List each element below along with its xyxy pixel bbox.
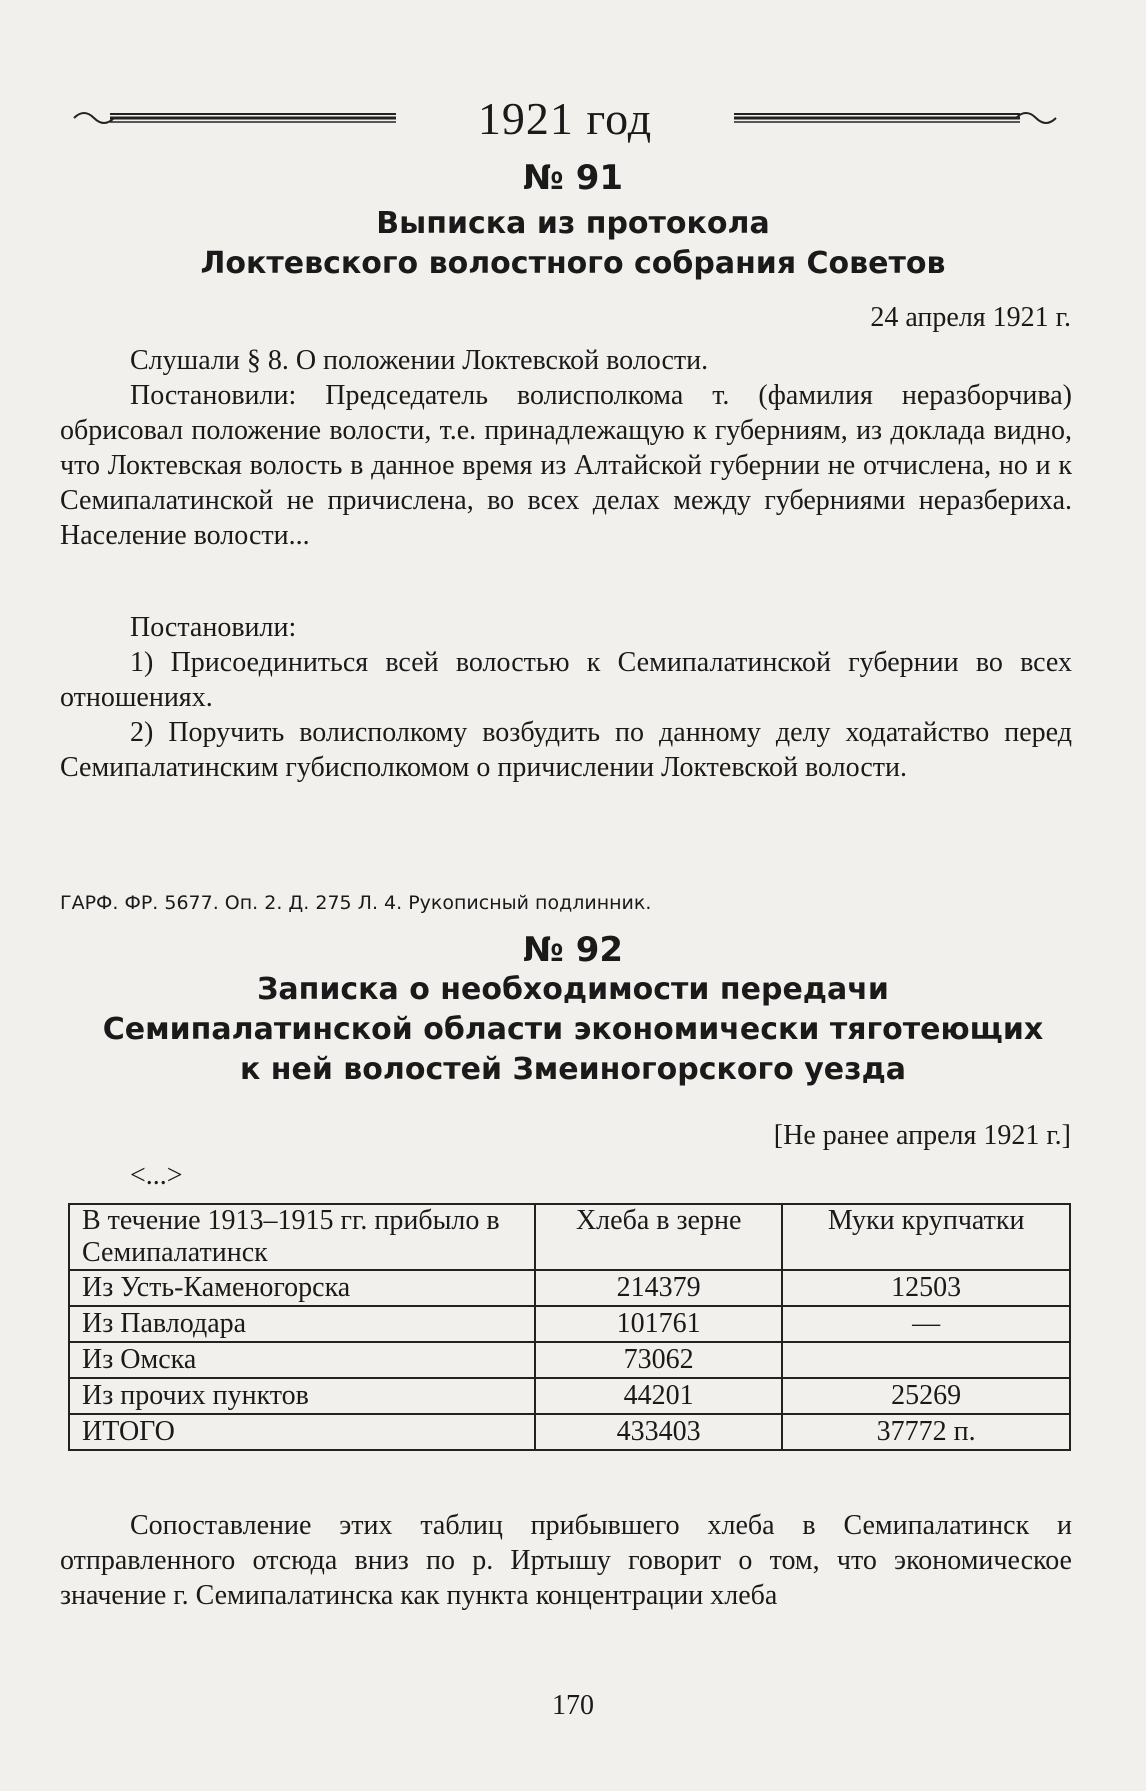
table-cell-grain: 73062 [535,1342,782,1378]
table-total-row [69,1414,1070,1450]
table-cell-origin: Из Усть-Каменогорска [69,1270,535,1306]
table-cell-origin: Из прочих пунктов [69,1378,535,1414]
table-cell-flour [782,1342,1070,1378]
table-cell-grain: 433403 [535,1414,782,1450]
table-cell-flour: 25269 [782,1378,1070,1414]
table-header-period: В течение 1913–1915 гг. прибыло в Семипалатинск [69,1204,535,1270]
grain-table [68,1203,1071,1451]
doc92-date: [Не ранее апреля 1921 г.] [773,1120,1071,1151]
omission-mark: <...> [130,1160,183,1191]
doc91-paragraph-resolved: Постановили: Председатель волисполкома т. (фамилия неразборчива) обрисовал положение волости, т.е. принадлежащую к губерниям, из доклада видно, что Локтевская волость в данное время из Алтайской губернии не отчислена, но и к Семипалатинской не причислена, во всех делах между губерниями неразбериха. Население волости... [60,380,1072,551]
table-header-grain: Хлеба в зерне [535,1204,782,1270]
doc92-paragraph-comparison: Сопоставление этих таблиц прибывшего хлеба в Семипалатинск и отправленного отсюда вниз по р. Иртышу говорит о том, что экономическое значение г. Семипалатинска как пункта концентрации хлеба [60,1510,1072,1611]
table-cell-flour: 12503 [782,1270,1070,1306]
table-row [69,1270,1070,1306]
doc92-title-line1: Записка о необходимости передачи [257,972,889,1007]
table-cell-flour: 37772 п. [782,1414,1070,1450]
table-header-flour: Муки крупчатки [782,1204,1070,1270]
year-title: 1921 год [477,92,653,144]
doc92-number: № 92 [522,930,624,970]
table-cell-grain: 101761 [535,1306,782,1342]
doc91-paragraph-heard: Слушали § 8. О положении Локтевской волости. [130,345,709,376]
table-row [69,1306,1070,1342]
doc91-title-line2: Локтевского волостного собрания Советов [200,246,946,281]
doc92-title-line2: Семипалатинской области экономически тяготеющих [102,1012,1044,1047]
doc91-date: 24 апреля 1921 г. [870,302,1071,333]
table-row [69,1342,1070,1378]
doc92-title-line3: к ней волостей Змеиногорского уезда [239,1052,907,1087]
left-ornament-icon [70,105,400,131]
page-number: 170 [552,1690,594,1721]
table-cell-origin: ИТОГО [69,1414,535,1450]
doc91-archive-source: ГАРФ. ФР. 5677. Оп. 2. Д. 275 Л. 4. Рукописный подлинник. [60,892,652,914]
table-cell-origin: Из Омска [69,1342,535,1378]
table-cell-origin: Из Павлодара [69,1306,535,1342]
doc91-item-1: 1) Присоединиться всей волостью к Семипалатинской губернии во всех отношениях. [60,647,1072,713]
doc91-title-line1: Выписка из протокола [376,206,770,241]
year-header [70,88,1060,148]
table-header-row [69,1204,1070,1270]
table-cell-flour: — [782,1306,1070,1342]
table-cell-grain: 214379 [535,1270,782,1306]
doc91-item-2: 2) Поручить волисполкому возбудить по данному делу ходатайство перед Семипалатинским губисполкомом о причислении Локтевской волости. [60,717,1072,783]
table-row [69,1378,1070,1414]
right-ornament-icon [730,105,1060,131]
doc91-number: № 91 [522,158,624,198]
table-cell-grain: 44201 [535,1378,782,1414]
doc91-paragraph-resolved-heading: Постановили: [130,612,297,643]
